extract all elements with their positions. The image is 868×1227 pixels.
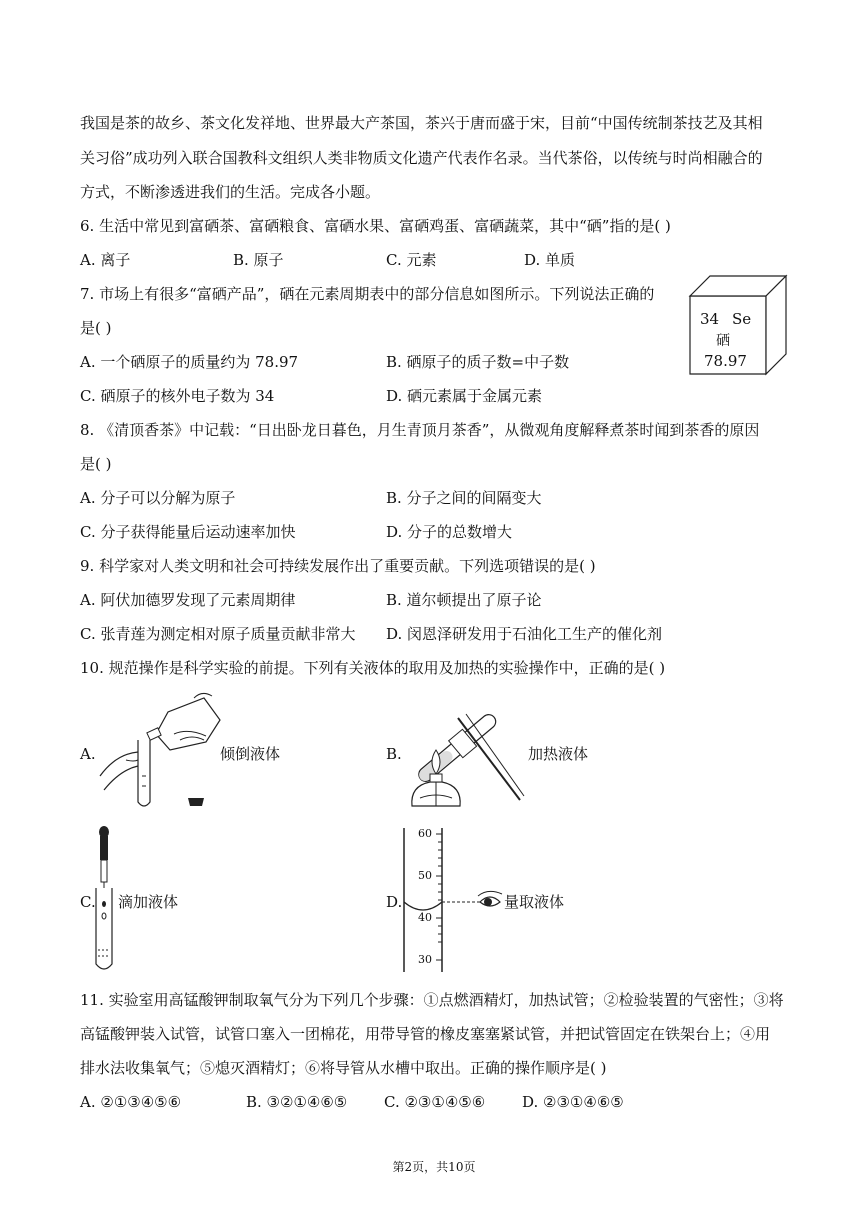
q6-option-b: B. 原子: [233, 251, 284, 269]
q7-option-b: B. 硒原子的质子数=中子数: [386, 353, 570, 371]
q10-d-label: 量取液体: [504, 893, 565, 911]
pouring-liquid-illustration: [96, 690, 226, 812]
q10-a-letter: A.: [80, 745, 96, 763]
q7-option-d: D. 硒元素属于金属元素: [386, 387, 543, 405]
selenium-element-card: [688, 274, 788, 376]
q8-option-d: D. 分子的总数增大: [386, 523, 513, 541]
q10-b-letter: B.: [386, 745, 402, 763]
cylinder-tick-30: 30: [418, 953, 432, 966]
heating-liquid-illustration: [400, 688, 530, 820]
q11-stem-1: 11. 实验室用高锰酸钾制取氧气分为下列几个步骤：①点燃酒精灯，加热试管；②检验装置的气密性；③将: [80, 991, 784, 1009]
q11-option-d: D. ②③①④⑥⑤: [522, 1093, 624, 1111]
q8-stem-2: 是( ): [80, 455, 112, 473]
passage-line-3: 方式，不断渗透进我们的生活。完成各小题。: [80, 183, 381, 201]
q6-option-c: C. 元素: [386, 251, 437, 269]
q10-c-letter: C.: [80, 893, 96, 911]
q11-option-b: B. ③②①④⑥⑤: [246, 1093, 348, 1111]
q11-option-a: A. ②①③④⑤⑥: [80, 1093, 182, 1111]
q8-option-a: A. 分子可以分解为原子: [80, 489, 236, 507]
passage-line-1: 我国是茶的故乡、茶文化发祥地、世界最大产茶国，茶兴于唐而盛于宋，目前“中国传统制茶技艺及其相: [80, 114, 763, 132]
q9-option-a: A. 阿伏加德罗发现了元素周期律: [80, 591, 296, 609]
cylinder-tick-40: 40: [418, 911, 432, 924]
q6-option-d: D. 单质: [524, 251, 576, 269]
q11-stem-2: 高锰酸钾装入试管，试管口塞入一团棉花，用带导管的橡皮塞塞紧试管，并把试管固定在铁架台上；④用: [80, 1025, 771, 1043]
q7-option-c: C. 硒原子的核外电子数为 34: [80, 387, 275, 405]
q7-option-a: A. 一个硒原子的质量约为 78.97: [80, 353, 299, 371]
q10-d-letter: D.: [386, 893, 403, 911]
q10-b-label: 加热液体: [528, 745, 589, 763]
q6-stem: 6. 生活中常见到富硒茶、富硒粮食、富硒水果、富硒鸡蛋、富硒蔬菜，其中“硒”指的是( ): [80, 217, 671, 235]
q6-option-a: A. 离子: [80, 251, 131, 269]
cylinder-tick-60: 60: [418, 827, 432, 840]
q8-stem-1: 8. 《清顶香茶》中记载：“日出卧龙日暮色，月生青顶月茶香”，从微观角度解释煮茶时闻到茶香的原因: [80, 421, 760, 439]
q9-option-d: D. 闵恩泽研发用于石油化工生产的催化剂: [386, 625, 663, 643]
passage-line-2: 关习俗”成功列入联合国教科文组织人类非物质文化遗产代表作名录。当代茶俗，以传统与时尚相融合的: [80, 149, 763, 167]
q9-stem: 9. 科学家对人类文明和社会可持续发展作出了重要贡献。下列选项错误的是( ): [80, 557, 596, 575]
q9-option-b: B. 道尔顿提出了原子论: [386, 591, 542, 609]
page-footer: 第2页，共10页: [392, 1160, 476, 1174]
atomic-number: 34: [700, 310, 720, 328]
q11-option-c: C. ②③①④⑤⑥: [384, 1093, 486, 1111]
measuring-cylinder-illustration: [398, 826, 508, 974]
q8-option-b: B. 分子之间的间隔变大: [386, 489, 542, 507]
element-name: 硒: [716, 333, 730, 349]
q10-a-label: 倾倒液体: [220, 745, 281, 763]
atomic-mass: 78.97: [704, 352, 747, 370]
q10-stem: 10. 规范操作是科学实验的前提。下列有关液体的取用及加热的实验操作中，正确的是( ): [80, 659, 666, 677]
q7-stem-1: 7. 市场上有很多“富硒产品”，硒在元素周期表中的部分信息如图所示。下列说法正确的: [80, 285, 655, 303]
q11-stem-3: 排水法收集氧气；⑤熄灭酒精灯；⑥将导管从水槽中取出。正确的操作顺序是( ): [80, 1059, 607, 1077]
q9-option-c: C. 张青莲为测定相对原子质量贡献非常大: [80, 625, 356, 643]
cylinder-tick-50: 50: [418, 869, 432, 882]
q8-option-c: C. 分子获得能量后运动速率加快: [80, 523, 296, 541]
q7-stem-2: 是( ): [80, 319, 112, 337]
element-symbol: Se: [732, 310, 752, 328]
q10-c-label: 滴加液体: [118, 893, 179, 911]
